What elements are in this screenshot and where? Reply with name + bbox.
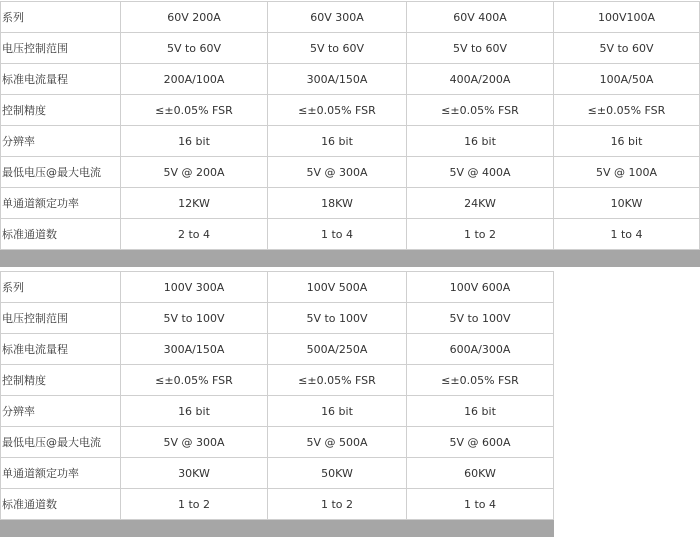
- spec-row: [1, 303, 554, 334]
- spec-value-cell: ≤±0.05% FSR: [121, 365, 268, 396]
- spec-value-cell: 5V @ 300A: [268, 157, 407, 188]
- spec-value-cell: 10KW: [554, 188, 700, 219]
- row-label: 控制精度: [1, 95, 121, 126]
- row-label: 单通道额定功率: [1, 458, 121, 489]
- row-label: 标准电流量程: [1, 334, 121, 365]
- spec-row: [1, 458, 554, 489]
- spec-value-cell: 100A/50A: [554, 64, 700, 95]
- spec-table-60v-series: [0, 1, 700, 267]
- row-label: 标准通道数: [1, 219, 121, 250]
- spec-row: [1, 489, 554, 520]
- spec-value-cell: 1 to 4: [554, 219, 700, 250]
- spec-value-cell: 16 bit: [121, 396, 268, 427]
- separator-cell: [268, 520, 407, 537]
- spec-value-cell: 300A/150A: [121, 334, 268, 365]
- spec-row: [1, 188, 700, 219]
- spec-value-cell: 100V 600A: [407, 272, 554, 303]
- spec-value-cell: 600A/300A: [407, 334, 554, 365]
- spec-value-cell: 2 to 4: [121, 219, 268, 250]
- spec-value-cell: 5V to 60V: [554, 33, 700, 64]
- spec-value-cell: 5V @ 300A: [121, 427, 268, 458]
- spec-row: [1, 64, 700, 95]
- separator-cell: [121, 520, 268, 537]
- spec-value-cell: 5V @ 100A: [554, 157, 700, 188]
- spec-value-cell: 5V @ 200A: [121, 157, 268, 188]
- row-label: 最低电压@最大电流: [1, 157, 121, 188]
- row-label: 电压控制范围: [1, 303, 121, 334]
- separator-cell: [1, 250, 121, 267]
- spec-value-cell: 200A/100A: [121, 64, 268, 95]
- spec-value-cell: 24KW: [407, 188, 554, 219]
- spec-value-cell: 16 bit: [407, 126, 554, 157]
- row-label: 系列: [1, 2, 121, 33]
- spec-value-cell: ≤±0.05% FSR: [121, 95, 268, 126]
- spec-value-cell: 5V to 60V: [268, 33, 407, 64]
- separator-cell: [121, 250, 268, 267]
- spec-value-cell: 1 to 2: [121, 489, 268, 520]
- spec-row: [1, 272, 554, 303]
- spec-value-cell: ≤±0.05% FSR: [268, 95, 407, 126]
- spec-value-cell: 5V to 60V: [407, 33, 554, 64]
- spec-value-cell: 16 bit: [268, 396, 407, 427]
- spec-value-cell: 100V100A: [554, 2, 700, 33]
- spec-value-cell: 5V to 60V: [121, 33, 268, 64]
- spec-value-cell: 5V to 100V: [407, 303, 554, 334]
- separator-row: [1, 520, 554, 537]
- spec-value-cell: ≤±0.05% FSR: [268, 365, 407, 396]
- spec-row: [1, 95, 700, 126]
- spec-value-cell: 1 to 2: [268, 489, 407, 520]
- spec-value-cell: 5V to 100V: [268, 303, 407, 334]
- spec-value-cell: 30KW: [121, 458, 268, 489]
- spec-value-cell: 16 bit: [407, 396, 554, 427]
- spec-value-cell: 5V @ 400A: [407, 157, 554, 188]
- spec-value-cell: 1 to 4: [407, 489, 554, 520]
- row-label: 标准电流量程: [1, 64, 121, 95]
- spec-value-cell: 100V 500A: [268, 272, 407, 303]
- separator-cell: [407, 250, 554, 267]
- spec-value-cell: 16 bit: [554, 126, 700, 157]
- spec-value-cell: 16 bit: [268, 126, 407, 157]
- separator-row: [1, 250, 700, 267]
- spec-value-cell: 60V 300A: [268, 2, 407, 33]
- spec-value-cell: 60V 400A: [407, 2, 554, 33]
- spec-value-cell: ≤±0.05% FSR: [407, 365, 554, 396]
- spec-value-cell: 12KW: [121, 188, 268, 219]
- spec-row: [1, 126, 700, 157]
- spec-value-cell: 1 to 2: [407, 219, 554, 250]
- spec-row: [1, 427, 554, 458]
- spec-value-cell: 60V 200A: [121, 2, 268, 33]
- row-label: 控制精度: [1, 365, 121, 396]
- spec-row: [1, 2, 700, 33]
- separator-cell: [268, 250, 407, 267]
- row-label: 分辨率: [1, 396, 121, 427]
- spec-value-cell: 400A/200A: [407, 64, 554, 95]
- spec-value-cell: 500A/250A: [268, 334, 407, 365]
- row-label: 系列: [1, 272, 121, 303]
- spec-value-cell: 18KW: [268, 188, 407, 219]
- row-label: 电压控制范围: [1, 33, 121, 64]
- separator-cell: [1, 520, 121, 537]
- spec-value-cell: 5V @ 500A: [268, 427, 407, 458]
- spec-value-cell: ≤±0.05% FSR: [554, 95, 700, 126]
- spec-row: [1, 334, 554, 365]
- separator-cell: [554, 250, 700, 267]
- spec-value-cell: 5V to 100V: [121, 303, 268, 334]
- separator-cell: [407, 520, 554, 537]
- row-label: 最低电压@最大电流: [1, 427, 121, 458]
- spec-row: [1, 157, 700, 188]
- spec-value-cell: 1 to 4: [268, 219, 407, 250]
- spec-value-cell: 60KW: [407, 458, 554, 489]
- spec-value-cell: 100V 300A: [121, 272, 268, 303]
- spec-row: [1, 396, 554, 427]
- row-label: 分辨率: [1, 126, 121, 157]
- spec-row: [1, 365, 554, 396]
- spec-value-cell: 16 bit: [121, 126, 268, 157]
- spec-row: [1, 33, 700, 64]
- row-label: 标准通道数: [1, 489, 121, 520]
- row-label: 单通道额定功率: [1, 188, 121, 219]
- spec-value-cell: 50KW: [268, 458, 407, 489]
- spec-table-100v-series: [0, 271, 554, 537]
- spec-value-cell: 300A/150A: [268, 64, 407, 95]
- spec-value-cell: ≤±0.05% FSR: [407, 95, 554, 126]
- spec-row: [1, 219, 700, 250]
- spec-value-cell: 5V @ 600A: [407, 427, 554, 458]
